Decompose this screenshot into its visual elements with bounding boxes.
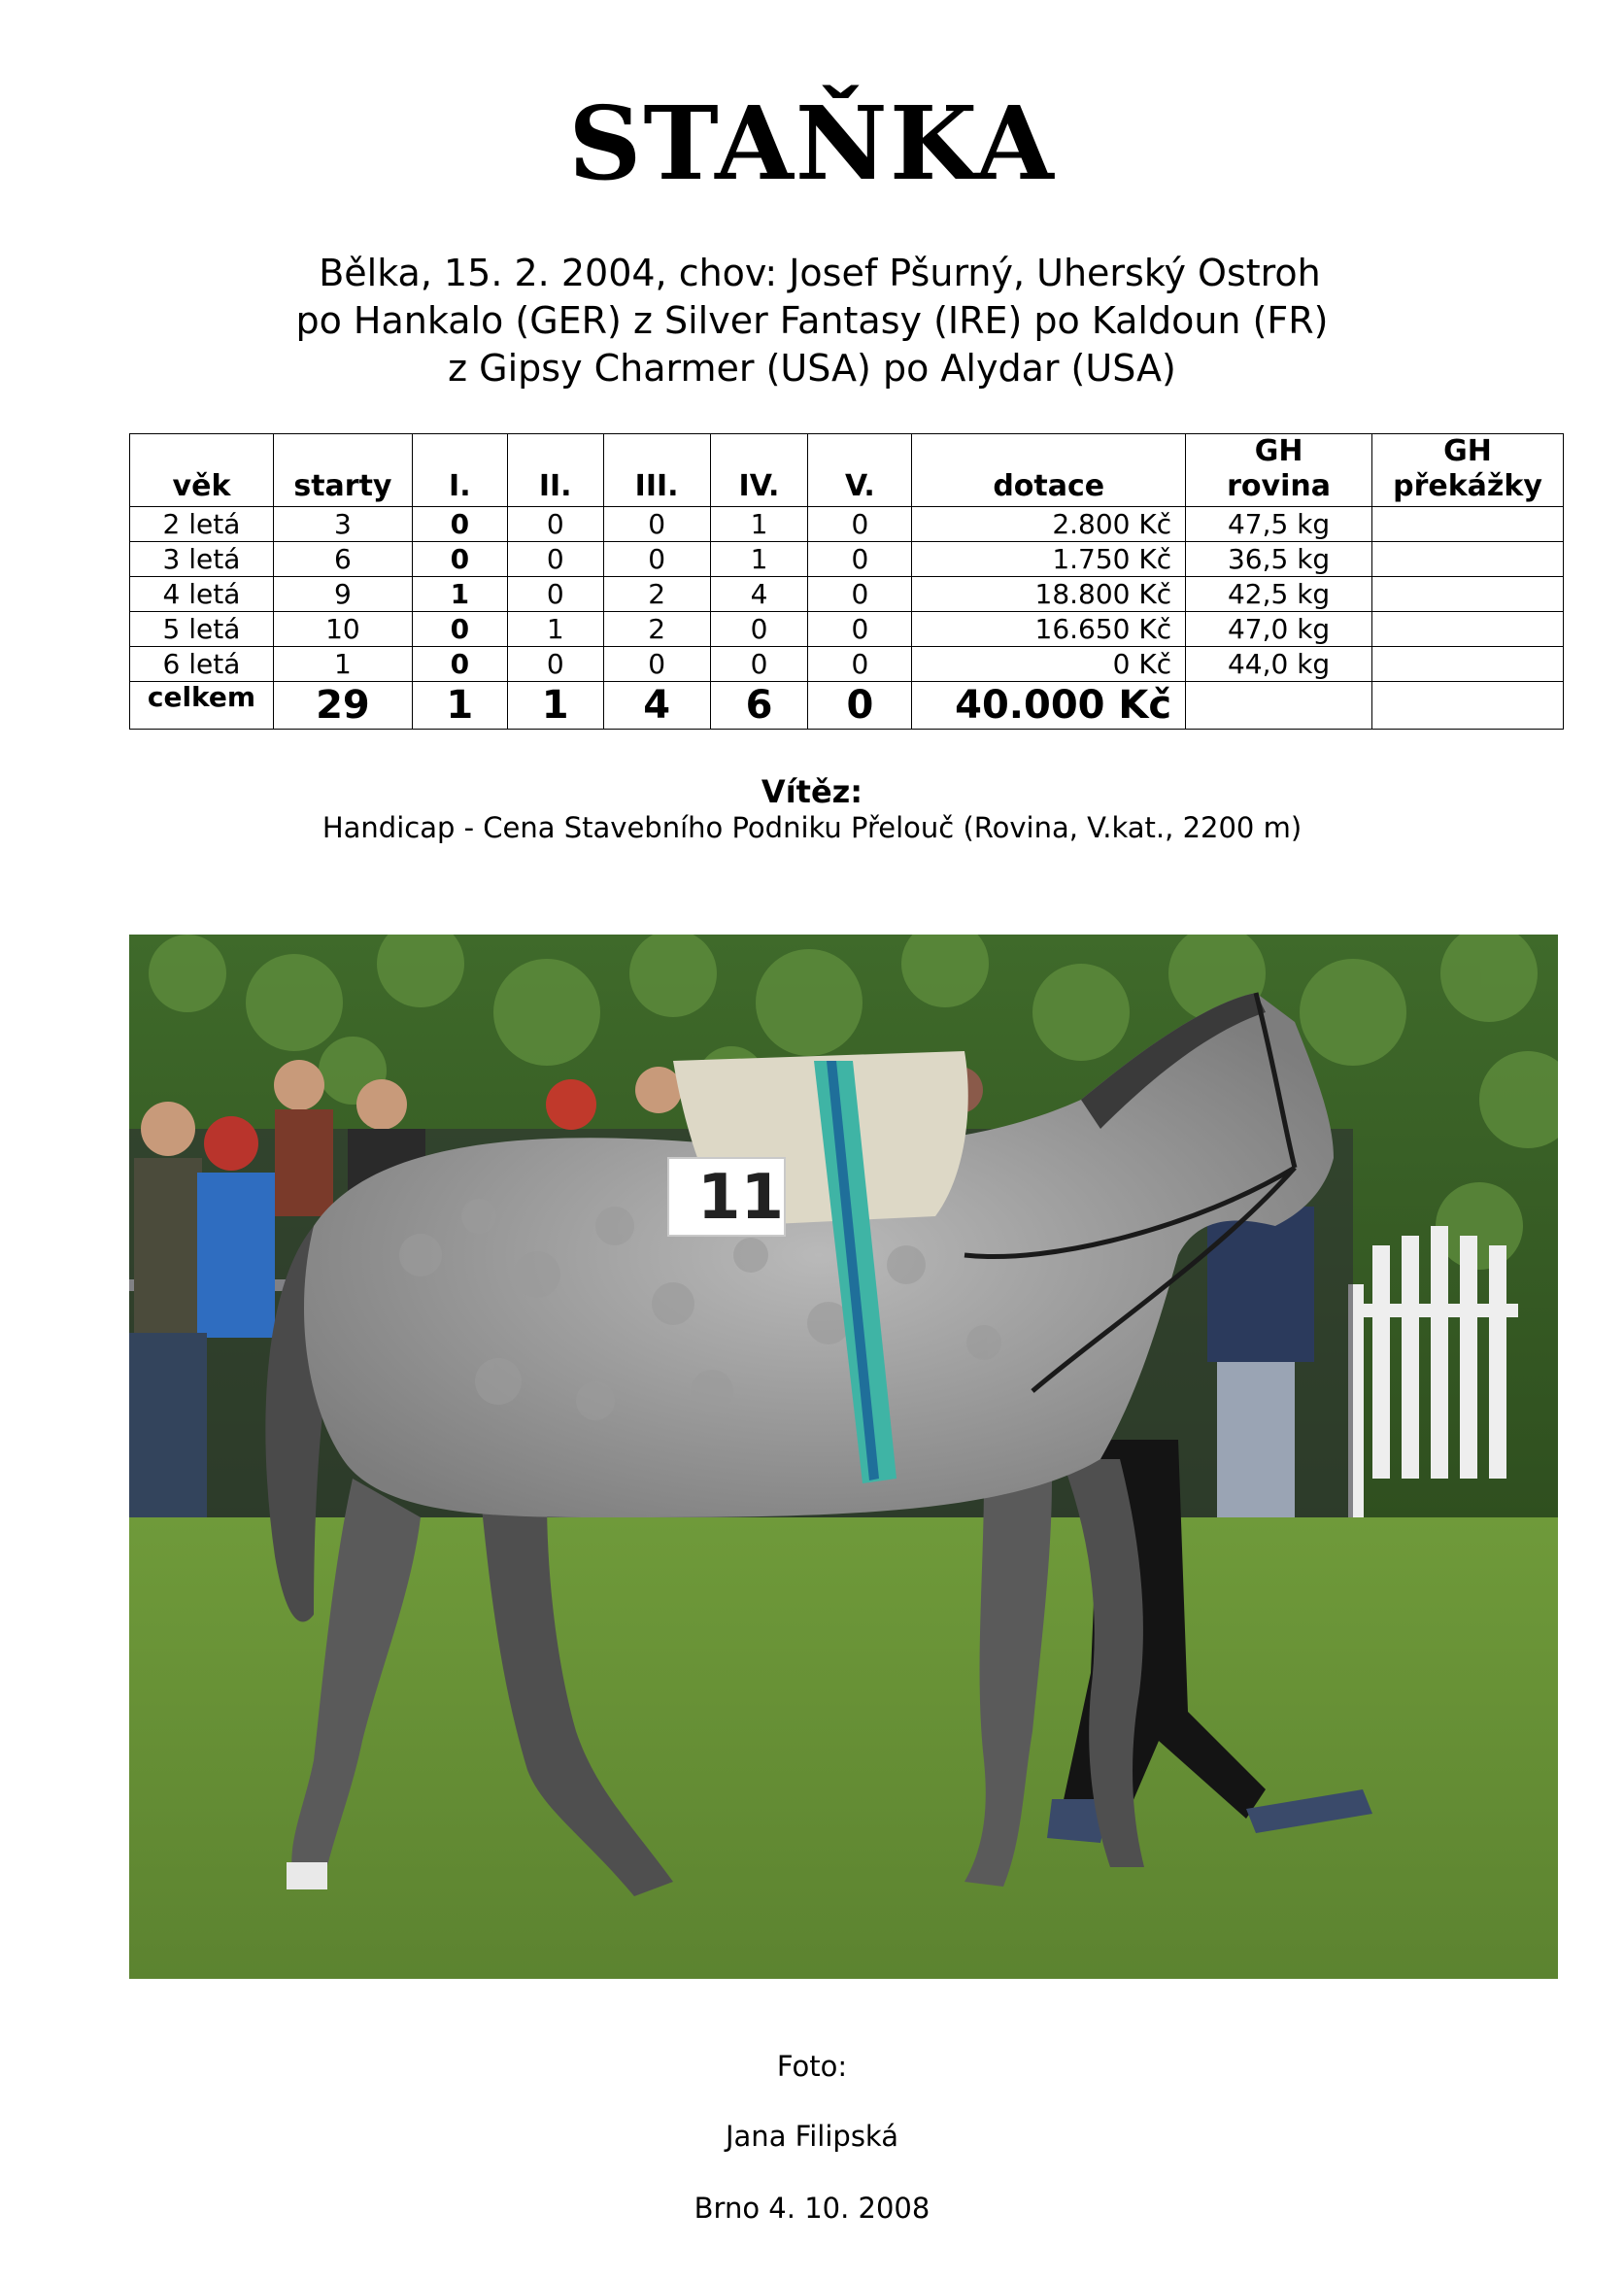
cell-place-3: 2 (603, 612, 710, 647)
cell-place-1: 0 (412, 507, 507, 542)
foto-label: Foto: (776, 2050, 848, 2083)
cell-place-5: 0 (808, 577, 912, 612)
table-row (130, 577, 1564, 612)
cell-place-3: 0 (603, 647, 710, 682)
table-row (130, 612, 1564, 647)
cell-place-2: 0 (507, 507, 603, 542)
table-row (130, 647, 1564, 682)
cell-gh-rovina: 44,0 kg (1186, 647, 1372, 682)
header-vek: věk (130, 434, 274, 507)
cell-starty: 9 (273, 577, 412, 612)
cell-place-2: 0 (507, 542, 603, 577)
total-place-4: 6 (710, 682, 808, 730)
pedigree-line-1: Bělka, 15. 2. 2004, chov: Josef Pšurný, Uherský Ostroh (319, 252, 1321, 294)
cell-place-4: 0 (710, 647, 808, 682)
header-starty: starty (273, 434, 412, 507)
table-header-row (130, 434, 1564, 507)
table-row (130, 542, 1564, 577)
horse-name-title: STAŇKA (568, 84, 1056, 203)
header-place-2: II. (507, 434, 603, 507)
cell-vek: 5 letá (130, 612, 274, 647)
cell-place-2: 0 (507, 577, 603, 612)
race-stats-table (129, 433, 1564, 730)
cell-gh-prekazky (1372, 612, 1564, 647)
cell-dotace: 2.800 Kč (912, 507, 1186, 542)
total-place-5: 0 (808, 682, 912, 730)
winner-heading: Vítěz: (761, 773, 863, 810)
cell-starty: 10 (273, 612, 412, 647)
cell-gh-rovina: 36,5 kg (1186, 542, 1372, 577)
cell-place-4: 1 (710, 507, 808, 542)
cell-vek: 4 letá (130, 577, 274, 612)
cell-place-1: 0 (412, 612, 507, 647)
winner-race: Handicap - Cena Stavebního Podniku Přelouč (Rovina, V.kat., 2200 m) (321, 811, 1303, 844)
header-gh-prekazky-line2: překážky (1393, 469, 1542, 503)
total-place-2: 1 (507, 682, 603, 730)
cell-dotace: 18.800 Kč (912, 577, 1186, 612)
cell-dotace: 1.750 Kč (912, 542, 1186, 577)
cell-place-3: 2 (603, 577, 710, 612)
cell-vek: 6 letá (130, 647, 274, 682)
horse-photo (129, 935, 1558, 1979)
total-dotace: 40.000 Kč (912, 682, 1186, 730)
cell-starty: 1 (273, 647, 412, 682)
cell-place-4: 1 (710, 542, 808, 577)
total-gh-prekazky (1372, 682, 1564, 730)
cell-gh-prekazky (1372, 542, 1564, 577)
cell-place-3: 0 (603, 507, 710, 542)
cell-vek: 2 letá (130, 507, 274, 542)
place-date: Brno 4. 10. 2008 (694, 2192, 930, 2225)
cell-place-5: 0 (808, 507, 912, 542)
cell-dotace: 0 Kč (912, 647, 1186, 682)
cell-place-5: 0 (808, 612, 912, 647)
cell-starty: 3 (273, 507, 412, 542)
header-place-3: III. (603, 434, 710, 507)
total-place-1: 1 (412, 682, 507, 730)
saddle-number: 11 (697, 1162, 785, 1234)
header-place-1: I. (412, 434, 507, 507)
cell-place-1: 0 (412, 542, 507, 577)
cell-gh-rovina: 47,5 kg (1186, 507, 1372, 542)
cell-place-1: 0 (412, 647, 507, 682)
cell-place-4: 0 (710, 612, 808, 647)
cell-gh-prekazky (1372, 507, 1564, 542)
pedigree-line-3: z Gipsy Charmer (USA) po Alydar (USA) (448, 347, 1176, 390)
cell-dotace: 16.650 Kč (912, 612, 1186, 647)
cell-place-4: 4 (710, 577, 808, 612)
header-gh-prekazky (1372, 434, 1564, 507)
total-gh-rovina (1186, 682, 1372, 730)
cell-starty: 6 (273, 542, 412, 577)
cell-gh-prekazky (1372, 647, 1564, 682)
header-dotace: dotace (912, 434, 1186, 507)
header-place-4: IV. (710, 434, 808, 507)
table-row (130, 507, 1564, 542)
header-place-5: V. (808, 434, 912, 507)
cell-place-3: 0 (603, 542, 710, 577)
header-gh-prekazky-line1: GH (1443, 434, 1492, 468)
header-gh-rovina (1186, 434, 1372, 507)
pedigree-line-2: po Hankalo (GER) z Silver Fantasy (IRE) po Kaldoun (FR) (295, 299, 1329, 342)
total-label: celkem (130, 682, 274, 730)
header-gh-rovina-line1: GH (1254, 434, 1303, 468)
cell-place-2: 0 (507, 647, 603, 682)
cell-place-2: 1 (507, 612, 603, 647)
table-total-row (130, 682, 1564, 730)
cell-place-5: 0 (808, 542, 912, 577)
cell-place-1: 1 (412, 577, 507, 612)
cell-vek: 3 letá (130, 542, 274, 577)
cell-gh-prekazky (1372, 577, 1564, 612)
header-gh-rovina-line2: rovina (1227, 469, 1331, 503)
photographer-name: Jana Filipská (725, 2120, 898, 2153)
cell-gh-rovina: 42,5 kg (1186, 577, 1372, 612)
total-starty: 29 (273, 682, 412, 730)
total-place-3: 4 (603, 682, 710, 730)
cell-place-5: 0 (808, 647, 912, 682)
cell-gh-rovina: 47,0 kg (1186, 612, 1372, 647)
